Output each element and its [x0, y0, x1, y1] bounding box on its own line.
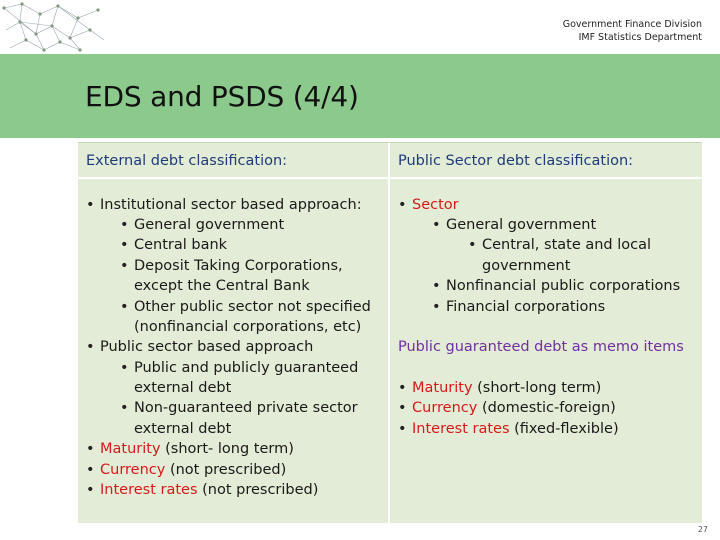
list-item-continuation: except the Central Bank [134, 278, 310, 294]
currency-item [100, 460, 286, 480]
org-line-1: Government Finance Division [562, 19, 702, 30]
currency-note: (not prescribed) [169, 462, 287, 478]
list-item: • Public and publicly guaranteed [134, 358, 358, 378]
maturity-label: Maturity [412, 380, 473, 396]
list-item-continuation: external debt [134, 421, 232, 437]
currency-label: Currency [100, 462, 166, 478]
list-item: • Deposit Taking Corporations, [134, 256, 343, 276]
list-item: • Central, state and local [482, 235, 651, 255]
list-item: • General government [446, 215, 596, 235]
currency-note: (domestic-foreign) [481, 400, 616, 416]
interest-rates-item [100, 480, 318, 500]
list-item-continuation: external debt [134, 380, 232, 396]
list-item: • Central bank [134, 235, 227, 255]
page-number: 27 [697, 525, 708, 534]
list-item: • Other public sector not specified [134, 297, 371, 317]
public-sector-debt-column [390, 143, 702, 523]
memo-items-note: Public guaranteed debt as memo items [398, 339, 684, 355]
maturity-label: Maturity [100, 441, 161, 457]
currency-item [412, 398, 616, 418]
list-item: • Financial corporations [446, 297, 605, 317]
list-item: • General government [134, 215, 284, 235]
public-sector-heading: Public Sector debt classification: [390, 143, 702, 179]
list-item: • Non-guaranteed private sector [134, 398, 358, 418]
network-logo [0, 0, 110, 54]
interest-rates-note: (fixed-flexible) [514, 421, 619, 437]
maturity-note: (short- long term) [165, 441, 294, 457]
interest-rates-label: Interest rates [412, 421, 510, 437]
list-item: • Public sector based approach [100, 337, 313, 357]
sector-label: • Sector [412, 195, 459, 215]
list-item: • Nonfinancial public corporations [446, 276, 680, 296]
currency-label: Currency [412, 400, 478, 416]
list-item: • Institutional sector based approach: [100, 195, 362, 215]
maturity-item [100, 439, 294, 459]
interest-rates-item [412, 419, 619, 439]
external-debt-heading: External debt classification: [78, 143, 388, 179]
list-item-continuation: (nonfinancial corporations, etc) [134, 319, 362, 335]
maturity-item [412, 378, 601, 398]
organization-label [563, 18, 702, 44]
org-line-2: IMF Statistics Department [578, 32, 702, 43]
interest-rates-label: Interest rates [100, 482, 198, 498]
maturity-note: (short-long term) [477, 380, 602, 396]
list-item-continuation: government [482, 258, 571, 274]
comparison-table [78, 142, 702, 523]
slide-title: EDS and PSDS (4/4) [85, 80, 359, 113]
interest-rates-note: (not prescribed) [202, 482, 319, 498]
external-debt-column [78, 143, 390, 523]
